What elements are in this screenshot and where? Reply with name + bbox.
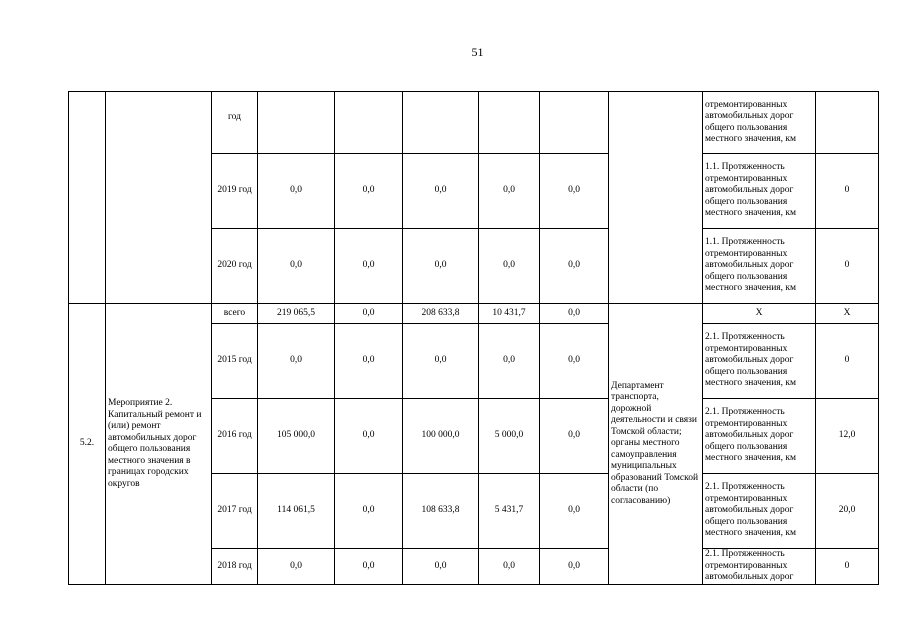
value-cell: 208 633,8 <box>403 304 479 324</box>
value-cell: 100 000,0 <box>403 399 479 474</box>
value-cell: 0,0 <box>335 474 403 549</box>
value-cell: 5 431,7 <box>479 474 540 549</box>
table-row <box>69 304 879 324</box>
target-cell: X <box>816 304 879 324</box>
value-cell: 108 633,8 <box>403 474 479 549</box>
value-cell: 0,0 <box>403 229 479 304</box>
value-cell: 0,0 <box>540 399 609 474</box>
target-cell: 20,0 <box>816 474 879 549</box>
value-cell: 0,0 <box>258 324 335 399</box>
value-cell: 0,0 <box>403 324 479 399</box>
value-cell: 0,0 <box>335 229 403 304</box>
value-cell: 0,0 <box>335 549 403 585</box>
target-cell <box>816 92 879 154</box>
activity-cell: Мероприятие 2. Капитальный ремонт и (или) ремонт автомобильных дорог общего пользования местного значения в границах городских округов <box>106 304 212 585</box>
target-cell: 12,0 <box>816 399 879 474</box>
value-cell: 0,0 <box>335 324 403 399</box>
value-cell: 0,0 <box>403 154 479 229</box>
indicator-cell: 1.1. Протяженность отремонтированных автомобильных дорог общего пользования местного значения, км <box>703 229 816 304</box>
year-cell: 2018 год <box>212 549 258 585</box>
value-cell: 0,0 <box>258 154 335 229</box>
year-cell: 2015 год <box>212 324 258 399</box>
value-cell: 219 065,5 <box>258 304 335 324</box>
target-cell: 0 <box>816 229 879 304</box>
value-cell: 0,0 <box>335 304 403 324</box>
value-cell: 0,0 <box>335 399 403 474</box>
value-cell: 0,0 <box>258 229 335 304</box>
value-cell: 0,0 <box>540 474 609 549</box>
value-cell <box>540 92 609 154</box>
value-cell <box>479 92 540 154</box>
year-cell: 2016 год <box>212 399 258 474</box>
value-cell: 0,0 <box>540 324 609 399</box>
page-number: 51 <box>471 45 484 59</box>
indicator-cell: отремонтированных автомобильных дорог общего пользования местного значения, км <box>703 92 816 154</box>
value-cell: 0,0 <box>335 154 403 229</box>
value-cell <box>335 92 403 154</box>
value-cell: 5 000,0 <box>479 399 540 474</box>
indicator-cell: 2.1. Протяженность отремонтированных автомобильных дорог общего пользования местного значения, км <box>703 474 816 549</box>
value-cell: 0,0 <box>540 229 609 304</box>
value-cell: 114 061,5 <box>258 474 335 549</box>
number-cell <box>69 92 106 304</box>
value-cell <box>258 92 335 154</box>
value-cell: 0,0 <box>479 549 540 585</box>
target-cell: 0 <box>816 549 879 585</box>
value-cell: 0,0 <box>479 154 540 229</box>
value-cell: 0,0 <box>540 154 609 229</box>
value-cell: 0,0 <box>479 229 540 304</box>
value-cell: 0,0 <box>258 549 335 585</box>
indicator-cell: 2.1. Протяженность отремонтированных автомобильных дорог <box>703 549 816 585</box>
target-cell: 0 <box>816 324 879 399</box>
budget-table <box>68 91 879 585</box>
activity-cell <box>106 92 212 304</box>
target-cell: 0 <box>816 154 879 229</box>
indicator-cell: X <box>703 304 816 324</box>
value-cell: 0,0 <box>540 549 609 585</box>
executor-cell <box>609 92 703 304</box>
value-cell: 10 431,7 <box>479 304 540 324</box>
year-cell: 2019 год <box>212 154 258 229</box>
indicator-cell: 2.1. Протяженность отремонтированных автомобильных дорог общего пользования местного значения, км <box>703 324 816 399</box>
table-row <box>69 92 879 154</box>
year-cell: 2017 год <box>212 474 258 549</box>
value-cell <box>403 92 479 154</box>
executor-cell: Департамент транспорта, дорожной деятельности и связи Томской области; органы местного самоуправления муниципальных образований Томской области (по согласованию) <box>609 304 703 585</box>
value-cell: 0,0 <box>403 549 479 585</box>
year-cell: 2020 год <box>212 229 258 304</box>
indicator-cell: 1.1. Протяженность отремонтированных автомобильных дорог общего пользования местного значения, км <box>703 154 816 229</box>
year-cell: всего <box>212 304 258 324</box>
year-cell: год <box>212 92 258 154</box>
indicator-cell: 2.1. Протяженность отремонтированных автомобильных дорог общего пользования местного значения, км <box>703 399 816 474</box>
value-cell: 105 000,0 <box>258 399 335 474</box>
value-cell: 0,0 <box>479 324 540 399</box>
value-cell: 0,0 <box>540 304 609 324</box>
number-cell: 5.2. <box>69 304 106 585</box>
